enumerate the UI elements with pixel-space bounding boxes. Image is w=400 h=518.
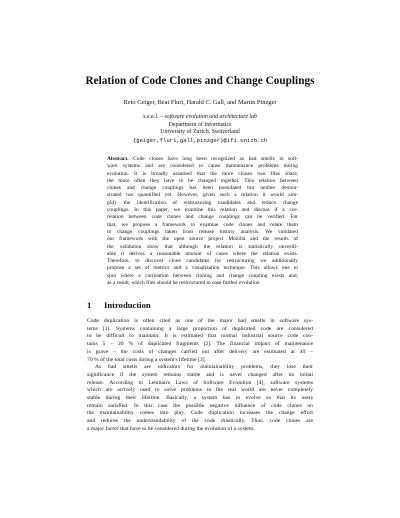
body-line: tains 5 – 20 % of duplicated fragments [2]. The financial impact of maintenance: [87, 341, 313, 348]
body-line: Code duplication is often cited as one of the major bad smells in software sys-: [87, 318, 313, 324]
body-line: As bad smells are indicators for maintainability problems, they lose their: [95, 364, 313, 371]
section-title: Introduction: [104, 300, 151, 310]
abstract-line: the more often they have to be changed together. This relation between: [107, 177, 298, 184]
abstract-line: ware systems and are considered to cause maintenance problems during: [107, 163, 298, 170]
abstract-line: strated nor quantified yet. However, given such a relation it would sim-: [107, 192, 298, 199]
abstract-line: Abstract. Code clones have long been recognized as bad smells in soft-: [107, 156, 299, 162]
affiliation-department: Department of Informatics: [168, 121, 232, 128]
abstract-line: relation between code clones and change couplings can be verified. For: [107, 214, 298, 221]
abstract-label: Abstract.: [107, 156, 129, 162]
abstract-line: as a result, which files should be restructured to ease further evolution.: [107, 280, 261, 287]
abstract-line: able it derives a reasonable amount of cases where the relation exists.: [107, 250, 298, 257]
body-line: remain satisfied. In this case the possible negative influence of code clones on: [87, 402, 313, 409]
section-heading: [87, 300, 151, 310]
body-line: which are actively used to solve problems in the real world are never completely: [87, 387, 313, 394]
body-line: 70 % of the total costs during a system's lifetime [3].: [87, 356, 206, 363]
body-text: [87, 318, 313, 434]
affiliation-block: [40, 114, 360, 144]
body-line: stable during their lifetime. Basically, a system has to evolve so that its users: [87, 395, 313, 402]
abstract-line: that, we propose a framework to examine code clones and relate them: [107, 221, 298, 228]
abstract-line: evolution. It is broadly assumed that the more clones two files share,: [107, 170, 298, 177]
body-line: release. According to Lehman's Laws of Software Evolution [4], software systems: [87, 379, 313, 386]
abstract-line: to change couplings taken from release history analysis. We validated: [107, 228, 298, 235]
body-line: is grave – the costs of changes carried out after delivery are estimated at 40 –: [87, 348, 313, 355]
abstract-line: propose a set of metrics and a visualization technique. This allows one to: [107, 265, 298, 272]
body-line: the maintainability comes into play. Code duplication increases the change effort: [87, 410, 313, 417]
abstract-line: Therefore, to discover clone candidates for restructuring we additionally: [107, 258, 298, 265]
paper-title: Relation of Code Clones and Change Couplings: [85, 75, 315, 87]
abstract-line: the validation show that although the relation is statistically unverifi-: [107, 243, 298, 250]
abstract-line: spot where a correlation between cloning and change coupling exists and,: [107, 272, 298, 279]
abstract-line: clones and change couplings has been postulated but neither demon-: [107, 185, 298, 192]
affiliation-university: University of Zurich, Switzerland: [160, 129, 240, 136]
body-line: and reduces the understandability of the code drastically. Thus, code clones are: [87, 418, 313, 425]
body-line: a major factor that have to be considered during the evolution of a system.: [87, 425, 255, 432]
abstract: [107, 156, 298, 287]
body-line: tems [1]. Systems containing a large proportion of duplicated code are considered: [87, 325, 313, 332]
author-list: Reto Geiger, Beat Fluri, Harald C. Gall, and Martin Pinzger: [123, 99, 277, 106]
section-number: 1: [87, 300, 92, 310]
abstract-line: couplings. In this paper, we examine this relation and discuss if a cor-: [107, 207, 298, 214]
abstract-line: plify the identification of restructuring candidates and reduce change: [107, 199, 298, 206]
affiliation-lab: s.e.a.l. – software evolution and architecture lab: [143, 114, 257, 120]
body-line: to be difficult to maintain. It is estimated that normal industrial source code con-: [87, 333, 313, 340]
body-line: significance if the system remains stable and is never changed after its initial: [87, 371, 313, 378]
author-emails: {geiger,fluri,gall,pinzger}@ifi.unizh.ch: [132, 136, 268, 144]
abstract-line: our framework with the open source project Mozilla and the results of: [107, 236, 298, 243]
